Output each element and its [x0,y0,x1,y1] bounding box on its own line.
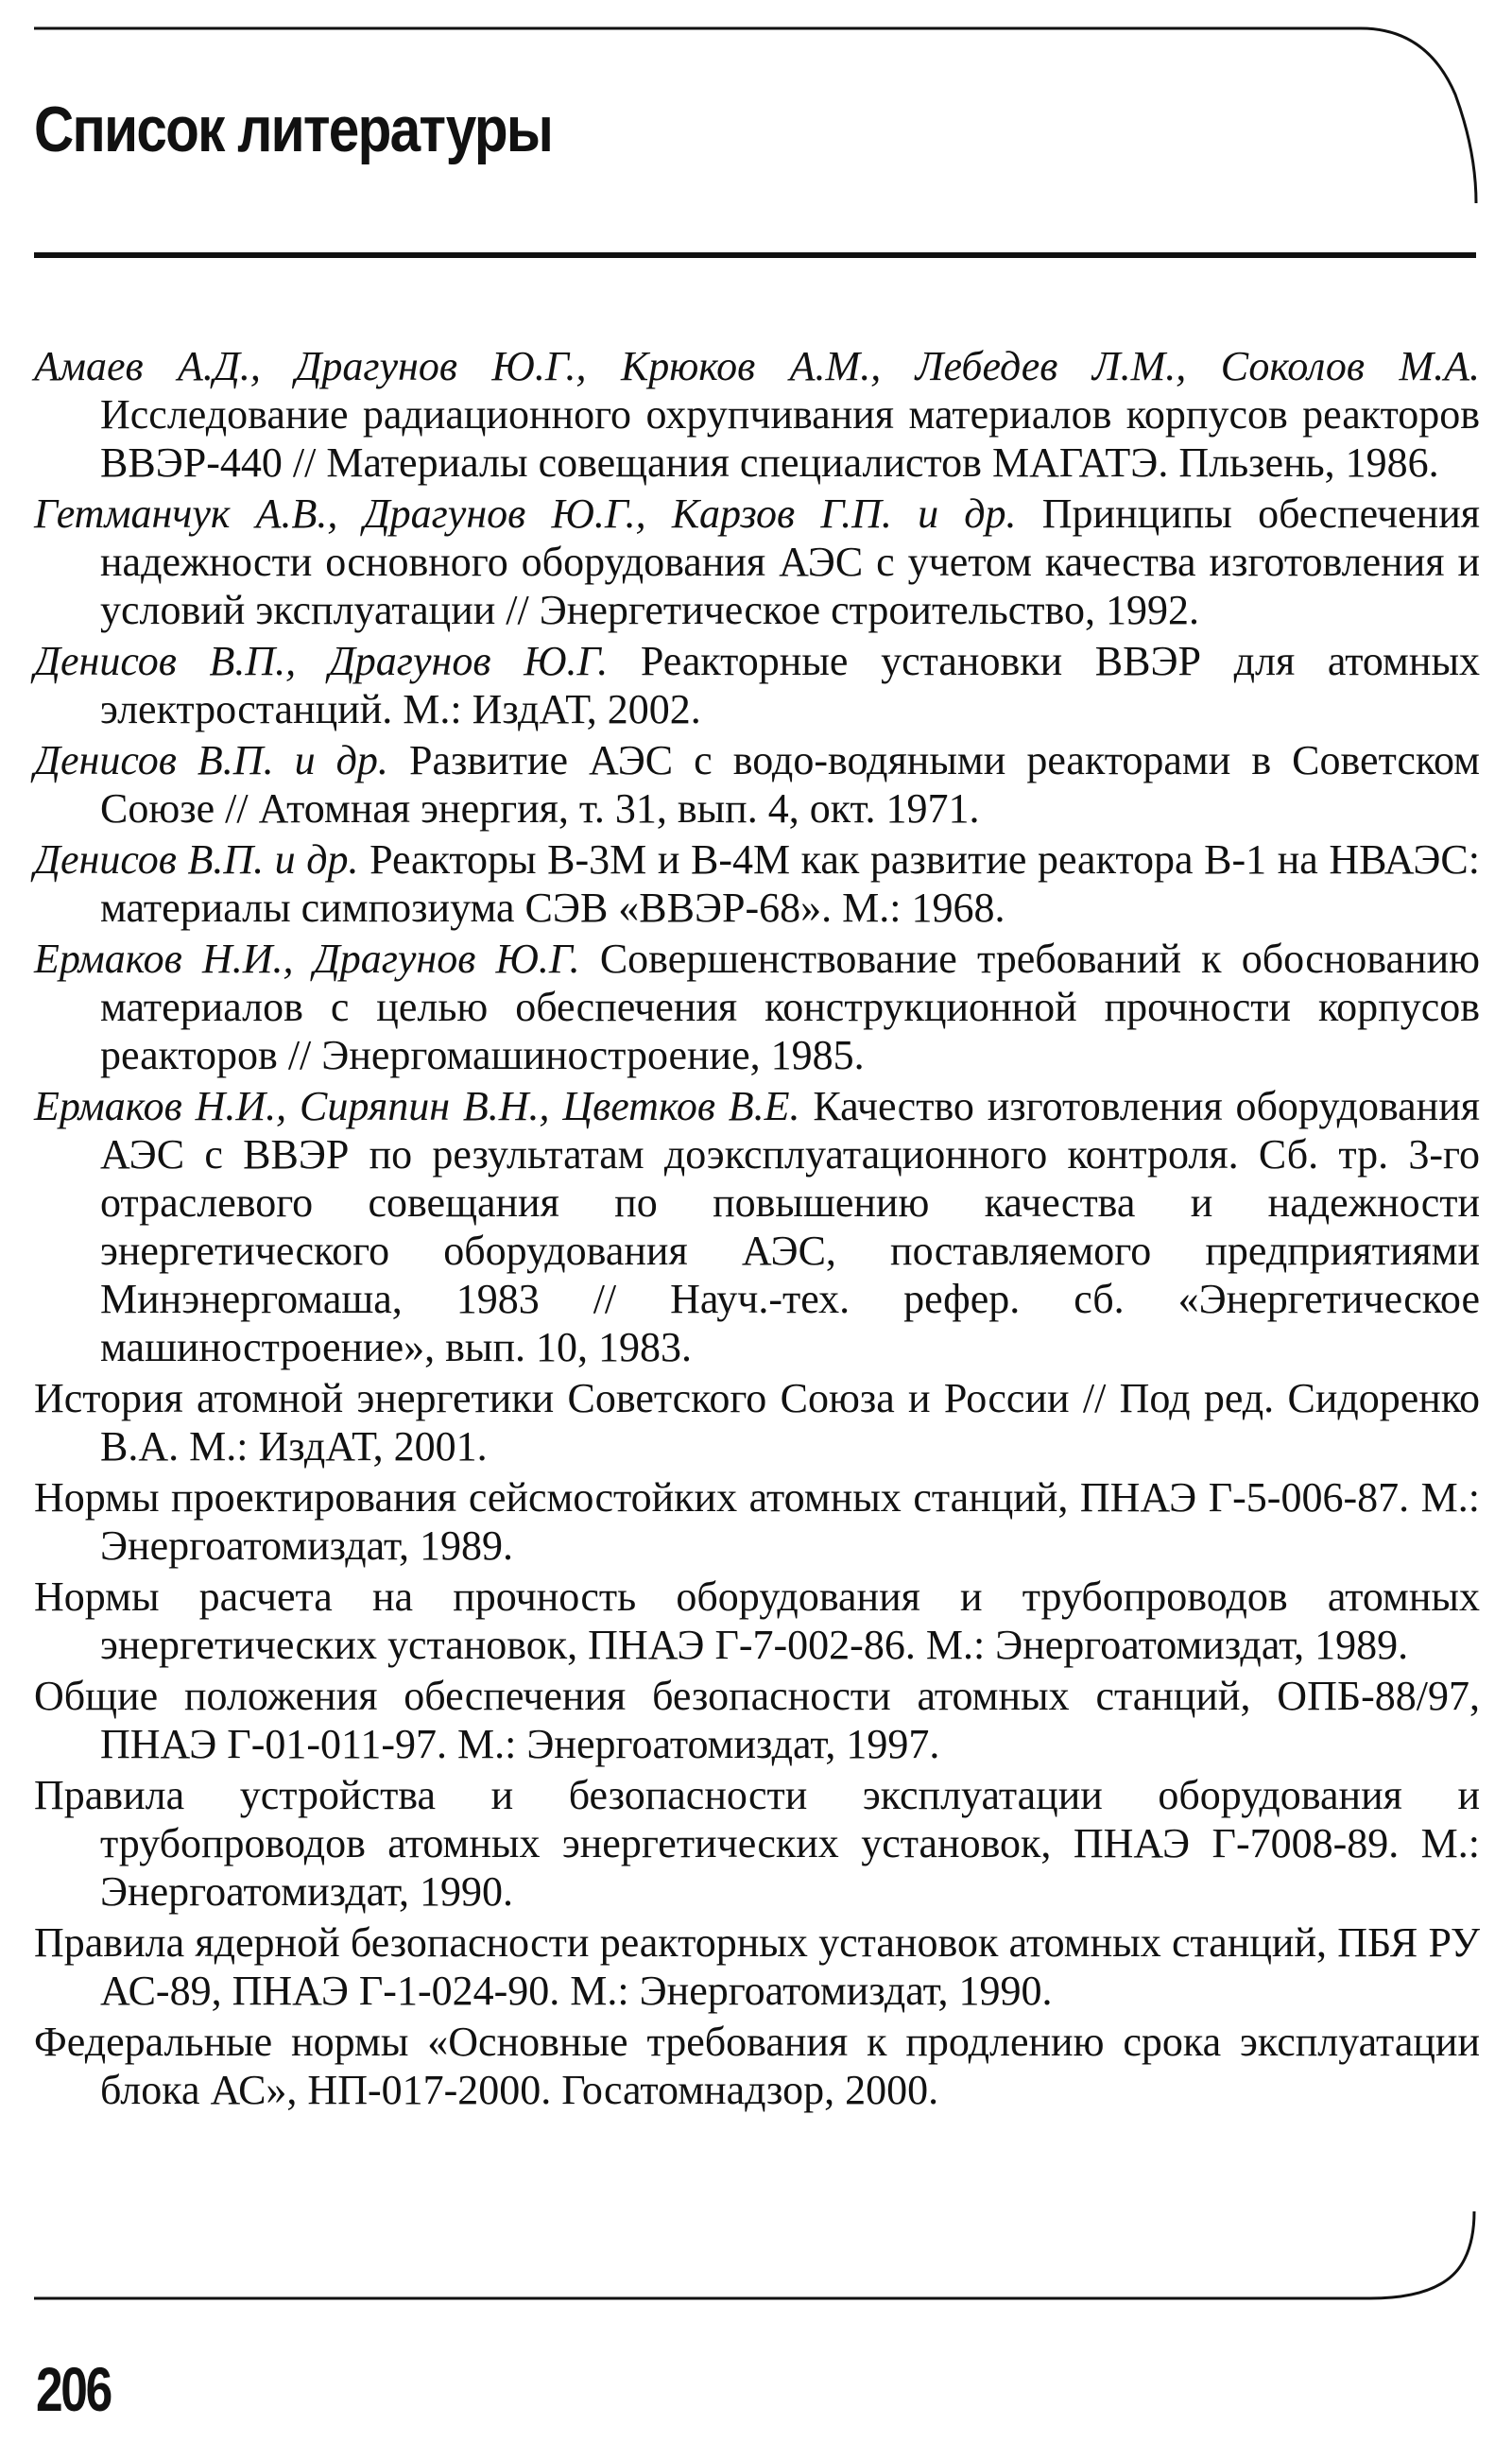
reference-authors: Денисов В.П. и др. [34,836,359,883]
reference-item [34,637,1480,733]
reference-text: Реакторные установки ВВЭР для атомных электростанций. М.: ИздАТ, 2002. [100,638,1481,732]
reference-text: История атомной энергетики Советского Союза и России // Под ред. Сидоренко В.А. М.: ИздАТ, 2001. [34,1375,1480,1470]
reference-item [34,342,1480,487]
reference-text: Качество изготовления оборудования АЭС с ВВЭР по результатам доэксплуатационного контроля. Сб. тр. 3-го отраслевого совещания по повышению качества и надежности энергетического оборудования АЭС, поставляемого предприятиями Минэнергомаша, 1983 // Науч.-тех. рефер. сб. «Энергетическое машиностроение», вып. 10, 1983. [100,1083,1481,1370]
reference-text: Правила ядерной безопасности реакторных установок атомных станций, ПБЯ РУ АС-89, ПНАЭ Г-1-024-90. М.: Энергоатомиздат, 1990. [34,1919,1480,2014]
reference-item [34,1374,1480,1470]
reference-authors: Амаев А.Д., Драгунов Ю.Г., Крюков А.М., Лебедев Л.М., Соколов М.А. [34,343,1480,389]
reference-text: Нормы расчета на прочность оборудования и трубопроводов атомных энергетических установок, ПНАЭ Г-7-002-86. М.: Энергоатомиздат, 1989. [34,1573,1480,1668]
reference-item [34,1473,1480,1570]
reference-item [34,1672,1480,1768]
reference-list [34,342,1480,2117]
reference-text: Совершенствование требований к обоснованию материалов с целью обеспечения конструкционной прочности корпусов реакторов // Энергомашиностроение, 1985. [100,936,1480,1078]
reference-item [34,490,1480,634]
reference-authors: Ермаков Н.И., Драгунов Ю.Г. [34,936,580,982]
reference-item [34,1082,1480,1371]
reference-text: Принципы обеспечения надежности основного оборудования АЭС с учетом качества изготовления и условий эксплуатации // Энергетическое строительство, 1992. [100,490,1481,633]
footer-rule [34,2211,1474,2298]
reference-text: Нормы проектирования сейсмостойких атомных станций, ПНАЭ Г-5-006-87. М.: Энергоатомиздат, 1989. [34,1474,1480,1569]
reference-text: Развитие АЭС с водо-водяными реакторами в Советском Союзе // Атомная энергия, т. 31, вып. 4, окт. 1971. [100,737,1481,832]
reference-item [34,2018,1480,2114]
reference-text: Исследование радиационного охрупчивания материалов корпусов реакторов ВВЭР-440 // Материалы совещания специалистов МАГАТЭ. Пльзень, 1986. [100,391,1480,486]
reference-item [34,835,1480,932]
reference-authors: Ермаков Н.И., Сиряпин В.Н., Цветков В.Е. [34,1083,800,1129]
reference-text: Общие положения обеспечения безопасности атомных станций, ОПБ-88/97, ПНАЭ Г-01-011-97. М.: Энергоатомиздат, 1997. [34,1673,1480,1767]
reference-item [34,1573,1480,1669]
reference-text: Реакторы В-3М и В-4М как развитие реактора В-1 на НВАЭС: материалы симпозиума СЭВ «ВВЭР-68». М.: 1968. [100,836,1480,931]
reference-item [34,935,1480,1079]
page-title: Список литературы [34,94,553,165]
reference-authors: Денисов В.П., Драгунов Ю.Г. [34,638,609,684]
reference-item [34,1918,1480,2015]
reference-authors: Гетманчук А.В., Драгунов Ю.Г., Карзов Г.П. и др. [34,490,1017,537]
reference-text: Федеральные нормы «Основные требования к продлению срока эксплуатации блока АС», НП-017-2000. Госатомнадзор, 2000. [34,2019,1480,2113]
reference-text: Правила устройства и безопасности эксплуатации оборудования и трубопроводов атомных энергетических установок, ПНАЭ Г-7008-89. М.: Энергоатомиздат, 1990. [34,1772,1480,1915]
reference-item [34,736,1480,833]
reference-item [34,1771,1480,1916]
reference-authors: Денисов В.П. и др. [34,737,388,783]
page-number: 206 [36,2354,111,2424]
